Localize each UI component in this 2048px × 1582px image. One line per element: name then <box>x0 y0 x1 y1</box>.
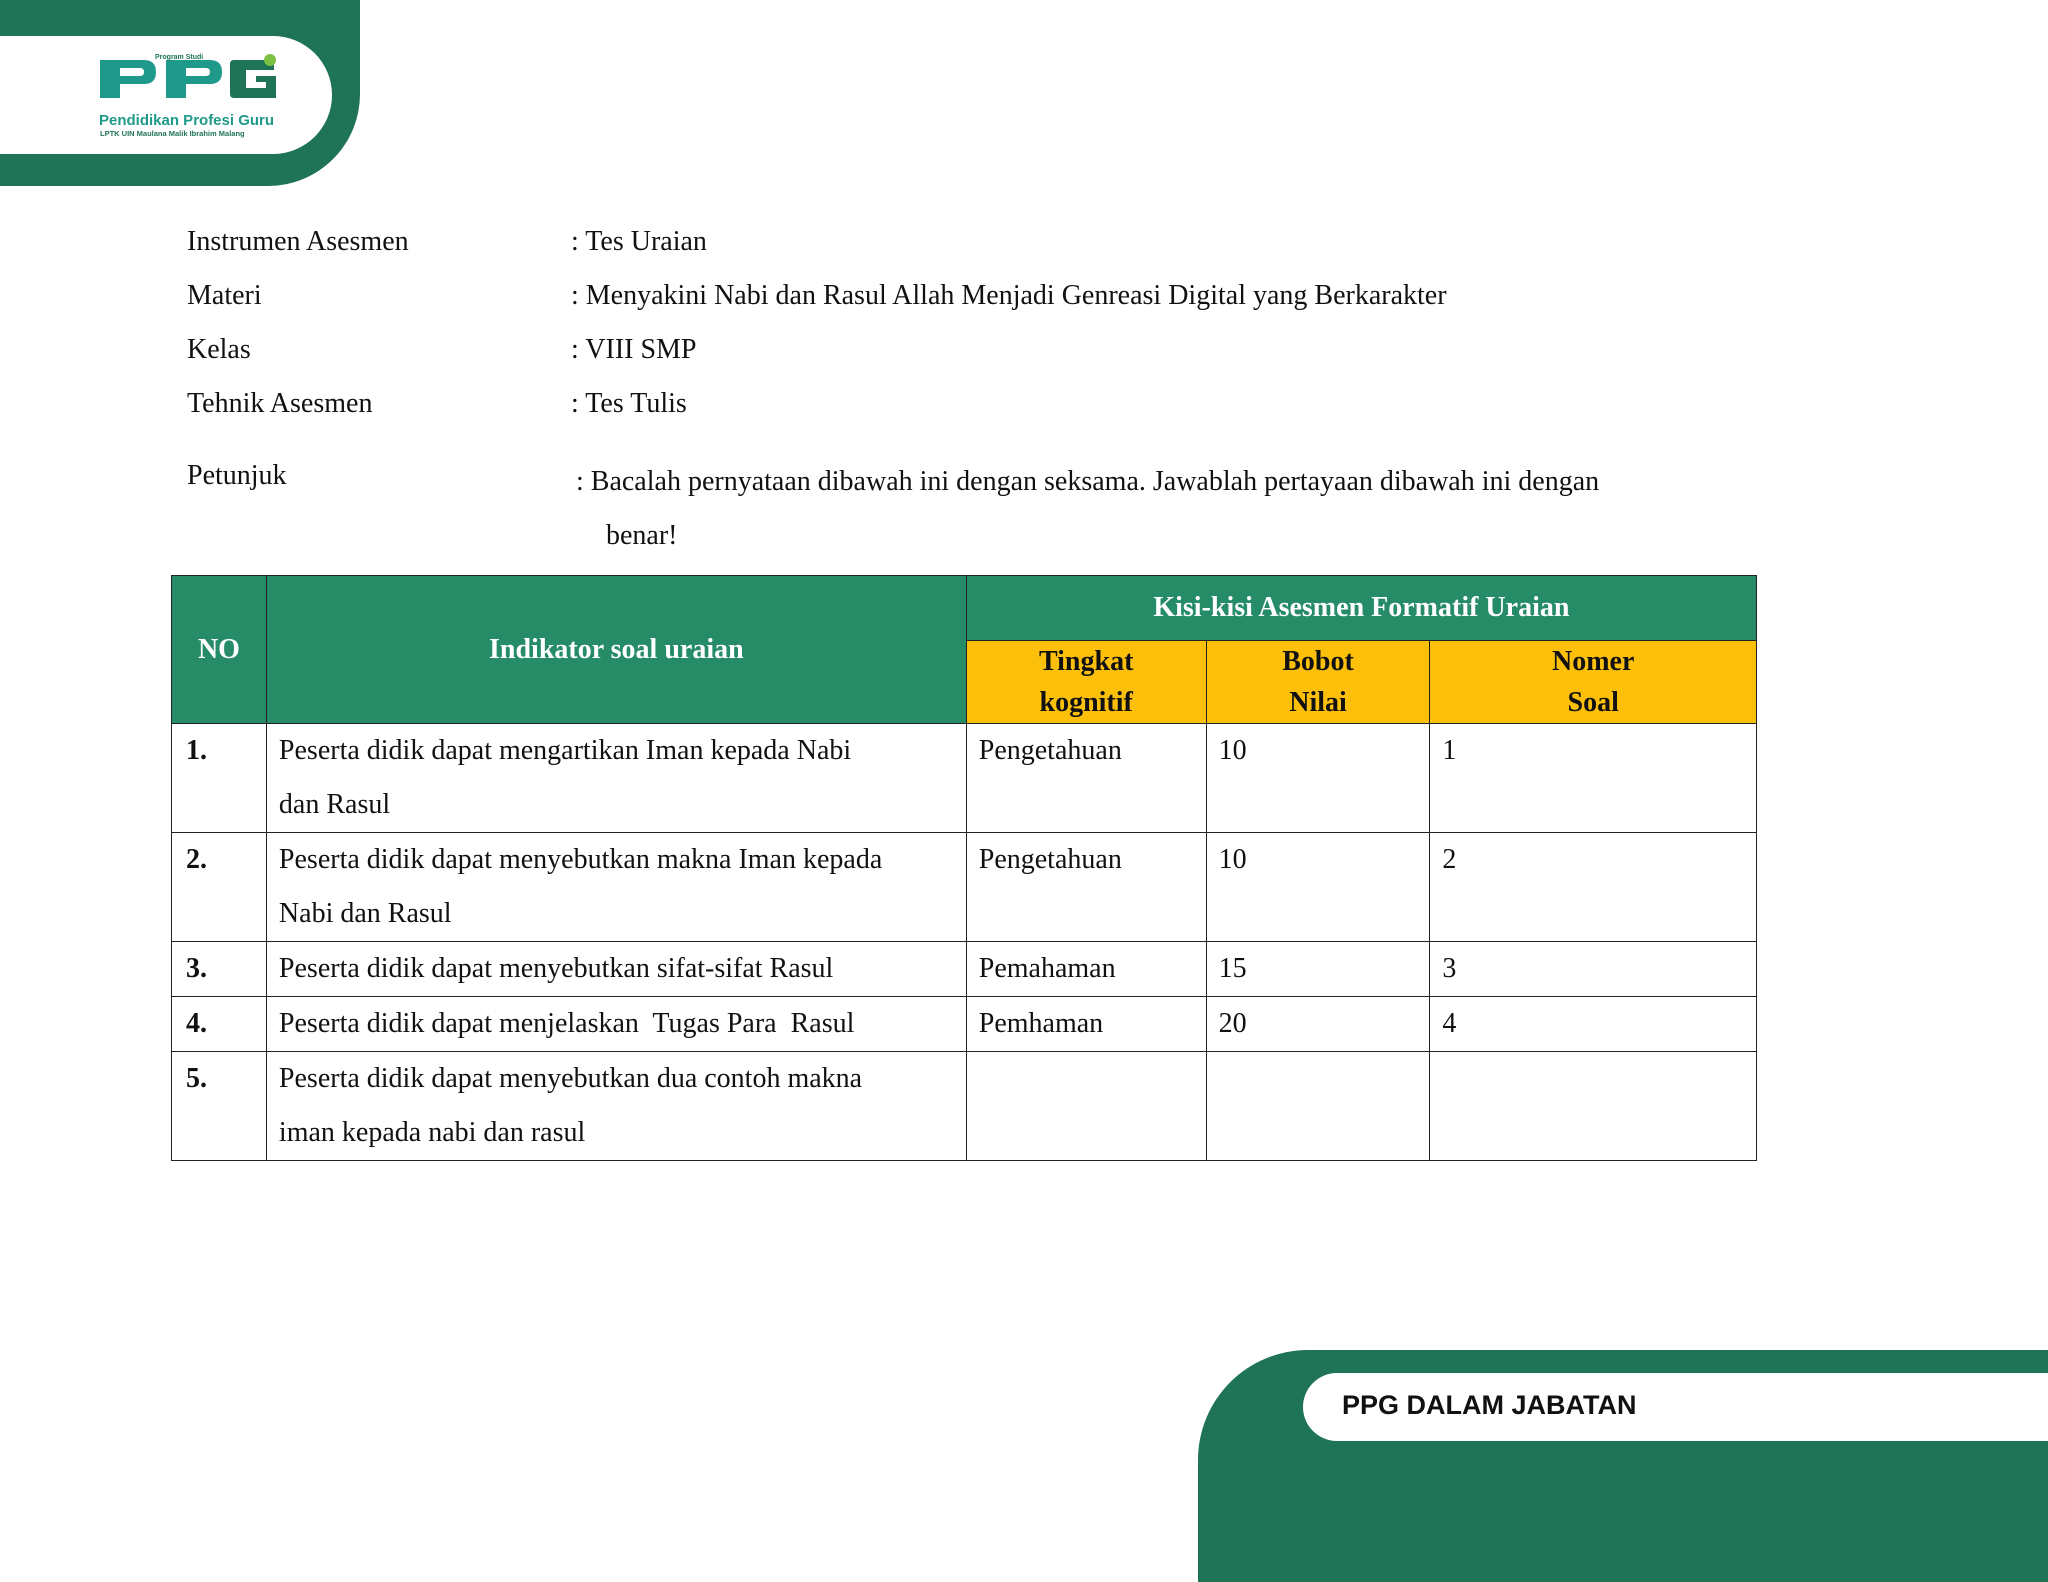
header-text: Nomer <box>1551 646 1635 677</box>
cell-bobot: 15 <box>1206 942 1430 997</box>
cell-nomer: 4 <box>1430 997 1757 1052</box>
cell-no: 1. <box>172 724 267 833</box>
logo-program-text: Program Studi <box>155 54 204 61</box>
cell-no: 5. <box>172 1052 267 1161</box>
cell-no: 3. <box>172 942 267 997</box>
cell-bobot: 10 <box>1206 833 1430 942</box>
petunjuk-line-2: benar! <box>606 520 678 551</box>
meta-label: Materi <box>187 280 262 311</box>
logo-institution-text: LPTK UIN Maulana Malik Ibrahim Malang <box>100 129 245 138</box>
cell-no: 4. <box>172 997 267 1052</box>
header-text: Soal <box>1567 687 1619 718</box>
header-bobot-nilai <box>1206 641 1430 724</box>
indikator-line: Peserta didik dapat menyebutkan dua contoh makna <box>278 1063 863 1094</box>
cell-tingkat: Pengetahuan <box>966 724 1206 833</box>
cell-nomer: 1 <box>1430 724 1757 833</box>
meta-value: : Tes Uraian <box>571 226 707 257</box>
cell-indikator <box>266 724 966 833</box>
logo-name-text: Pendidikan Profesi Guru <box>99 112 275 129</box>
table-row <box>172 997 1757 1052</box>
meta-label: Kelas <box>187 334 251 365</box>
header-no: NO <box>172 576 267 724</box>
petunjuk-line-1: : Bacalah pernyataan dibawah ini dengan seksama. Jawablah pertayaan dibawah ini dengan <box>576 466 1600 497</box>
header-text: Bobot <box>1282 646 1354 677</box>
meta-value: : VIII SMP <box>571 334 697 365</box>
meta-value: : Tes Tulis <box>571 388 687 419</box>
table-row <box>172 942 1757 997</box>
cell-no: 2. <box>172 833 267 942</box>
cell-indikator <box>266 833 966 942</box>
indikator-line: Peserta didik dapat mengartikan Iman kepada Nabi <box>278 735 852 766</box>
cell-tingkat: Pengetahuan <box>966 833 1206 942</box>
indikator-line: Peserta didik dapat menyebutkan makna Iman kepada <box>278 844 883 875</box>
cell-tingkat <box>966 1052 1206 1161</box>
meta-label: Tehnik Asesmen <box>187 388 373 419</box>
footer-label: PPG DALAM JABATAN <box>1342 1390 1637 1420</box>
header-kisi-kisi: Kisi-kisi Asesmen Formatif Uraian <box>966 576 1756 641</box>
header-text: Tingkat <box>1038 646 1134 677</box>
header-tingkat-kognitif <box>966 641 1206 724</box>
indikator-line: iman kepada nabi dan rasul <box>278 1117 586 1148</box>
indikator-line: dan Rasul <box>278 789 391 820</box>
petunjuk-text <box>576 455 1736 563</box>
indikator-line: Nabi dan Rasul <box>278 898 452 929</box>
cell-bobot: 20 <box>1206 997 1430 1052</box>
cell-tingkat: Pemhaman <box>966 997 1206 1052</box>
cell-indikator: Peserta didik dapat menyebutkan sifat-sifat Rasul <box>266 942 966 997</box>
meta-value: : Menyakini Nabi dan Rasul Allah Menjadi Genreasi Digital yang Berkarakter <box>571 280 1447 311</box>
cell-indikator <box>266 1052 966 1161</box>
table-row <box>172 833 1757 942</box>
header-nomer-soal <box>1430 641 1757 724</box>
cell-nomer: 3 <box>1430 942 1757 997</box>
cell-nomer <box>1430 1052 1757 1161</box>
cell-bobot: 10 <box>1206 724 1430 833</box>
cell-tingkat: Pemahaman <box>966 942 1206 997</box>
cell-indikator: Peserta didik dapat menjelaskan Tugas Para Rasul <box>266 997 966 1052</box>
cell-bobot <box>1206 1052 1430 1161</box>
header-text: kognitif <box>1039 687 1133 718</box>
cell-nomer: 2 <box>1430 833 1757 942</box>
header-text: Nilai <box>1289 687 1347 718</box>
kisi-kisi-table <box>171 575 1757 1161</box>
header-indikator: Indikator soal uraian <box>266 576 966 724</box>
table-row <box>172 1052 1757 1161</box>
table-row <box>172 724 1757 833</box>
petunjuk-label: Petunjuk <box>187 460 287 491</box>
meta-label: Instrumen Asesmen <box>187 226 409 257</box>
